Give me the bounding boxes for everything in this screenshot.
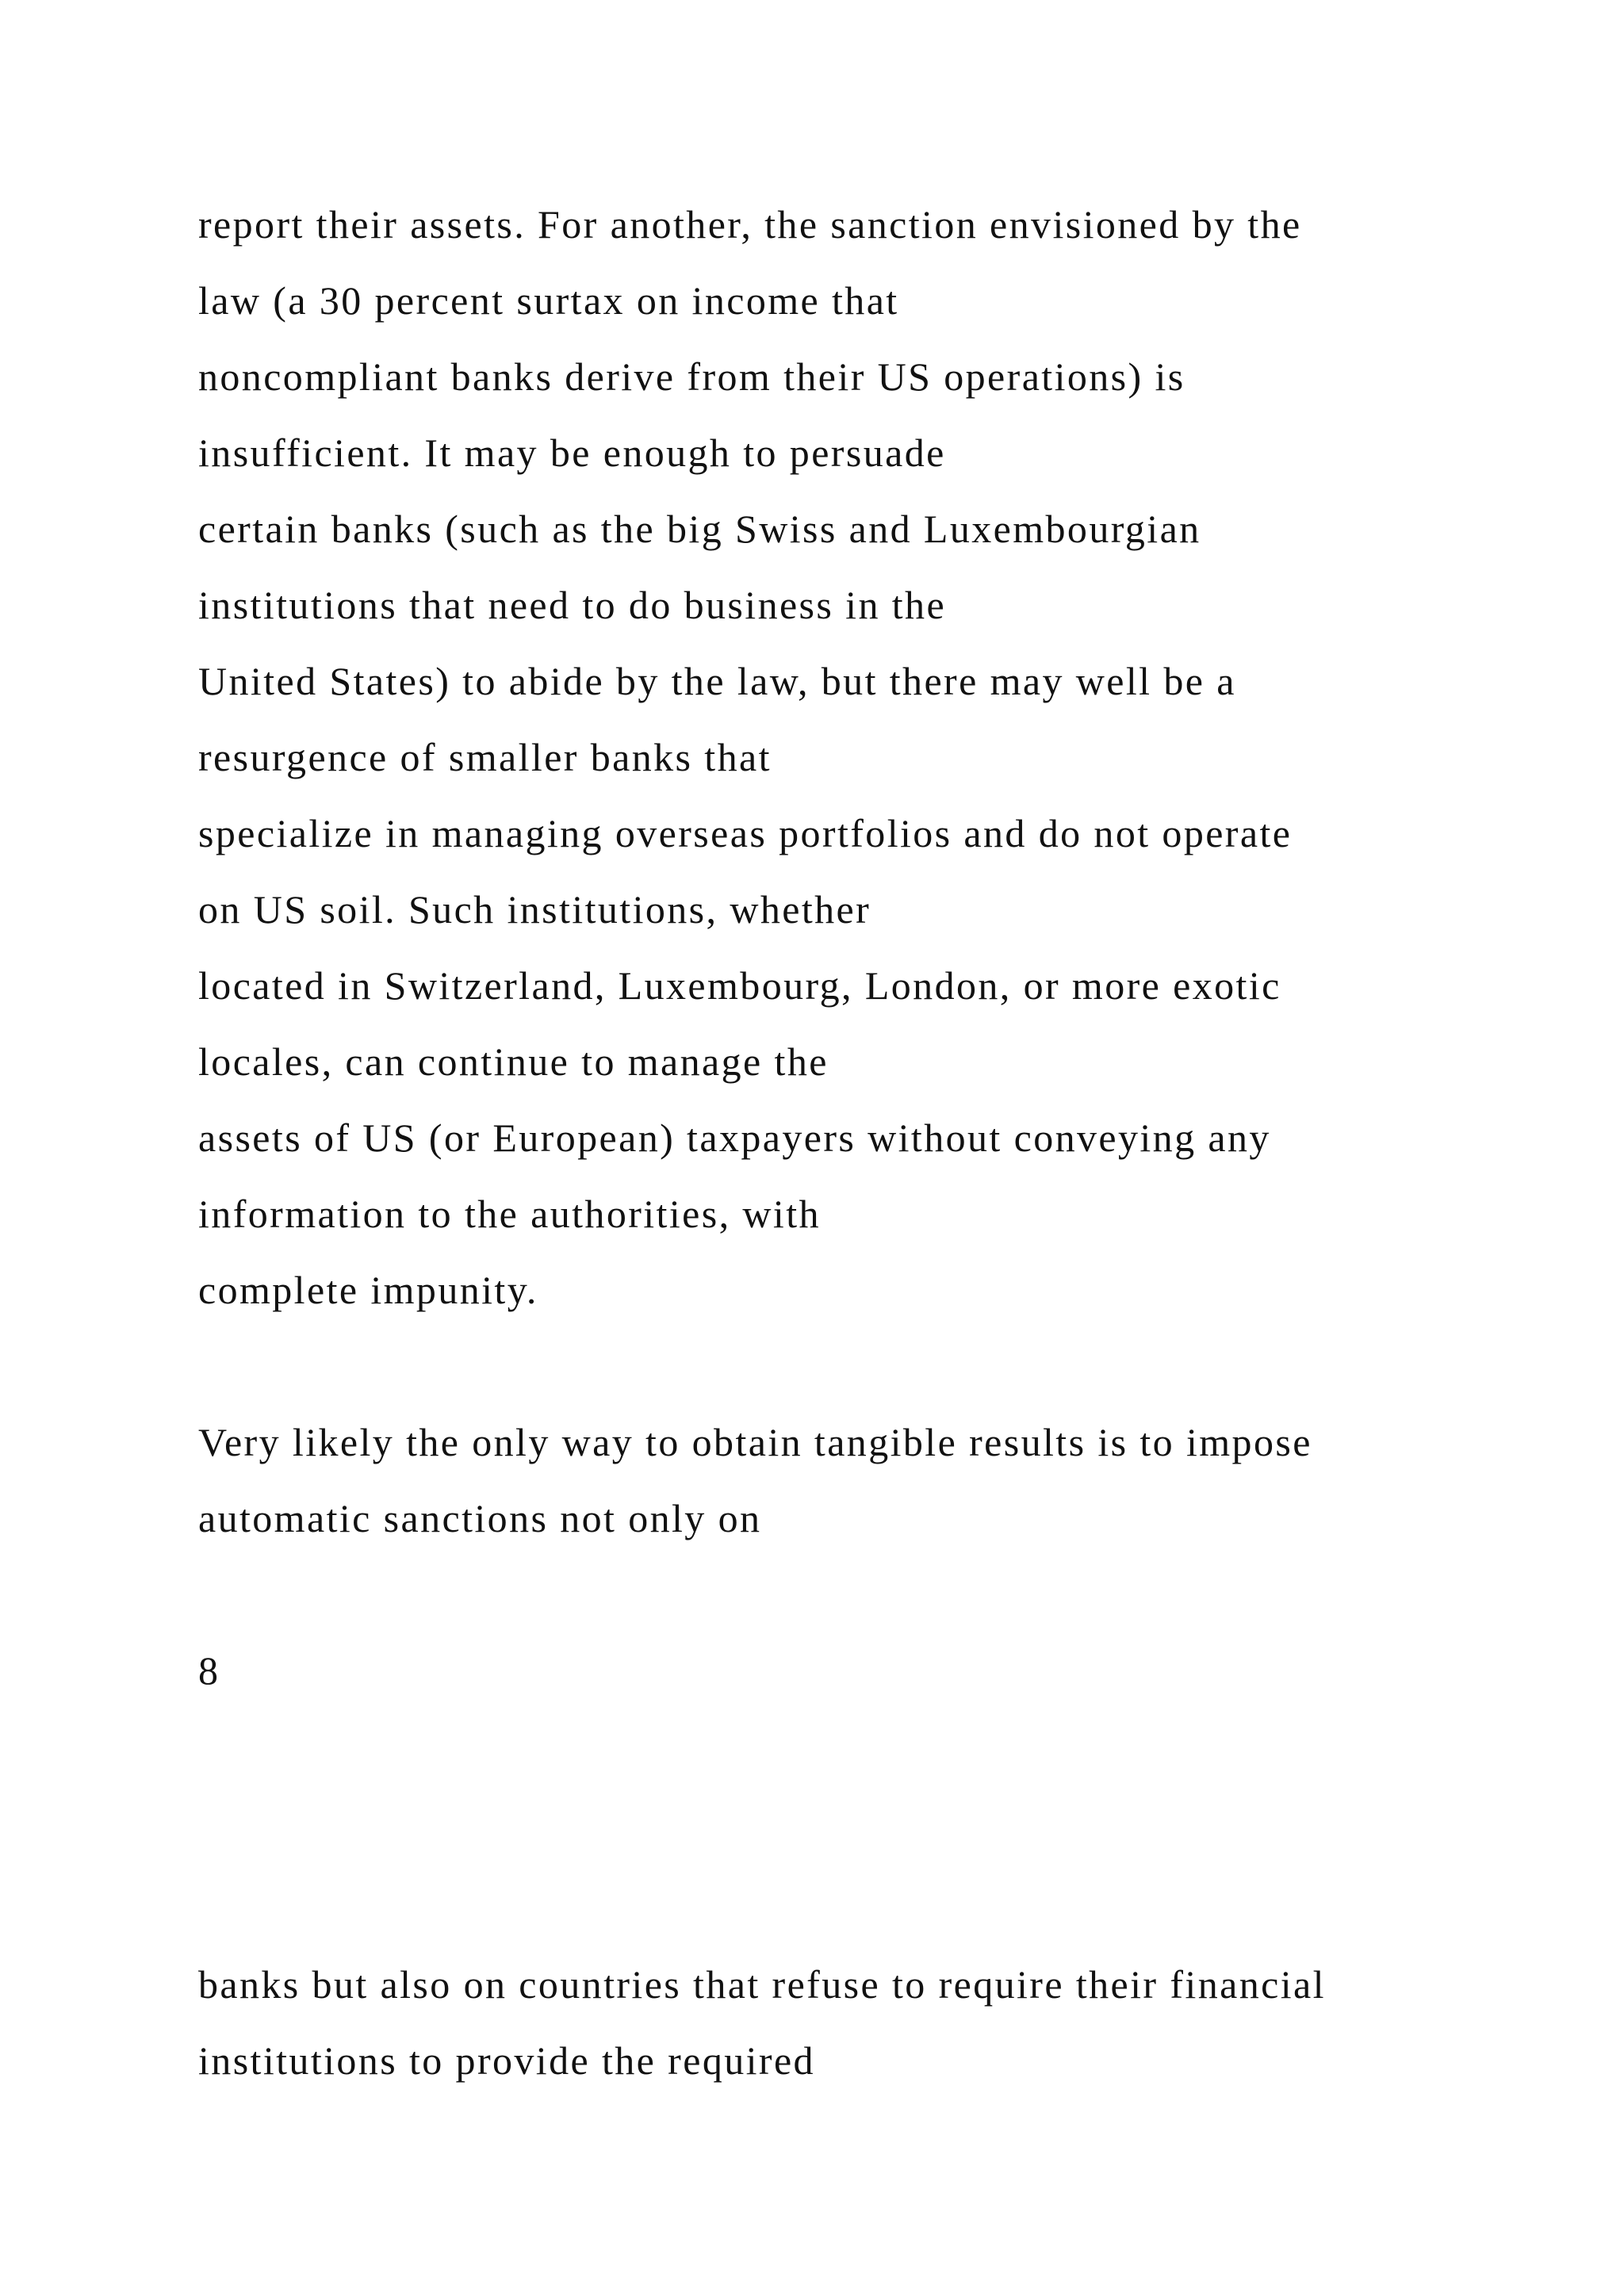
text-line: report their assets. For another, the sanction envisioned by the — [198, 202, 1302, 247]
text-line: on US soil. Such institutions, whether — [198, 887, 871, 932]
text-line: assets of US (or European) taxpayers without conveying any — [198, 1115, 1271, 1160]
text-line: noncompliant banks derive from their US operations) is — [198, 354, 1185, 399]
text-line: resurgence of smaller banks that — [198, 735, 772, 779]
text-line: banks but also on countries that refuse to require their financial — [198, 1962, 1326, 2007]
text-line: United States) to abide by the law, but there may well be a — [198, 659, 1236, 703]
text-line: locales, can continue to manage the — [198, 1039, 829, 1084]
text-line: information to the authorities, with — [198, 1192, 821, 1236]
text-line: complete impunity. — [198, 1268, 538, 1312]
text-line: located in Switzerland, Luxembourg, London, or more exotic — [198, 963, 1281, 1008]
text-line: Very likely the only way to obtain tangible results is to impose — [198, 1420, 1312, 1464]
text-line: institutions that need to do business in the — [198, 583, 947, 627]
text-line: institutions to provide the required — [198, 2038, 815, 2083]
text-line: certain banks (such as the big Swiss and Luxembourgian — [198, 507, 1201, 551]
text-line: law (a 30 percent surtax on income that — [198, 278, 899, 323]
page-number: 8 — [198, 1648, 220, 1693]
text-line: insufficient. It may be enough to persuade — [198, 430, 946, 475]
text-line: automatic sanctions not only on — [198, 1496, 762, 1540]
text-line: specialize in managing overseas portfolios and do not operate — [198, 811, 1293, 855]
